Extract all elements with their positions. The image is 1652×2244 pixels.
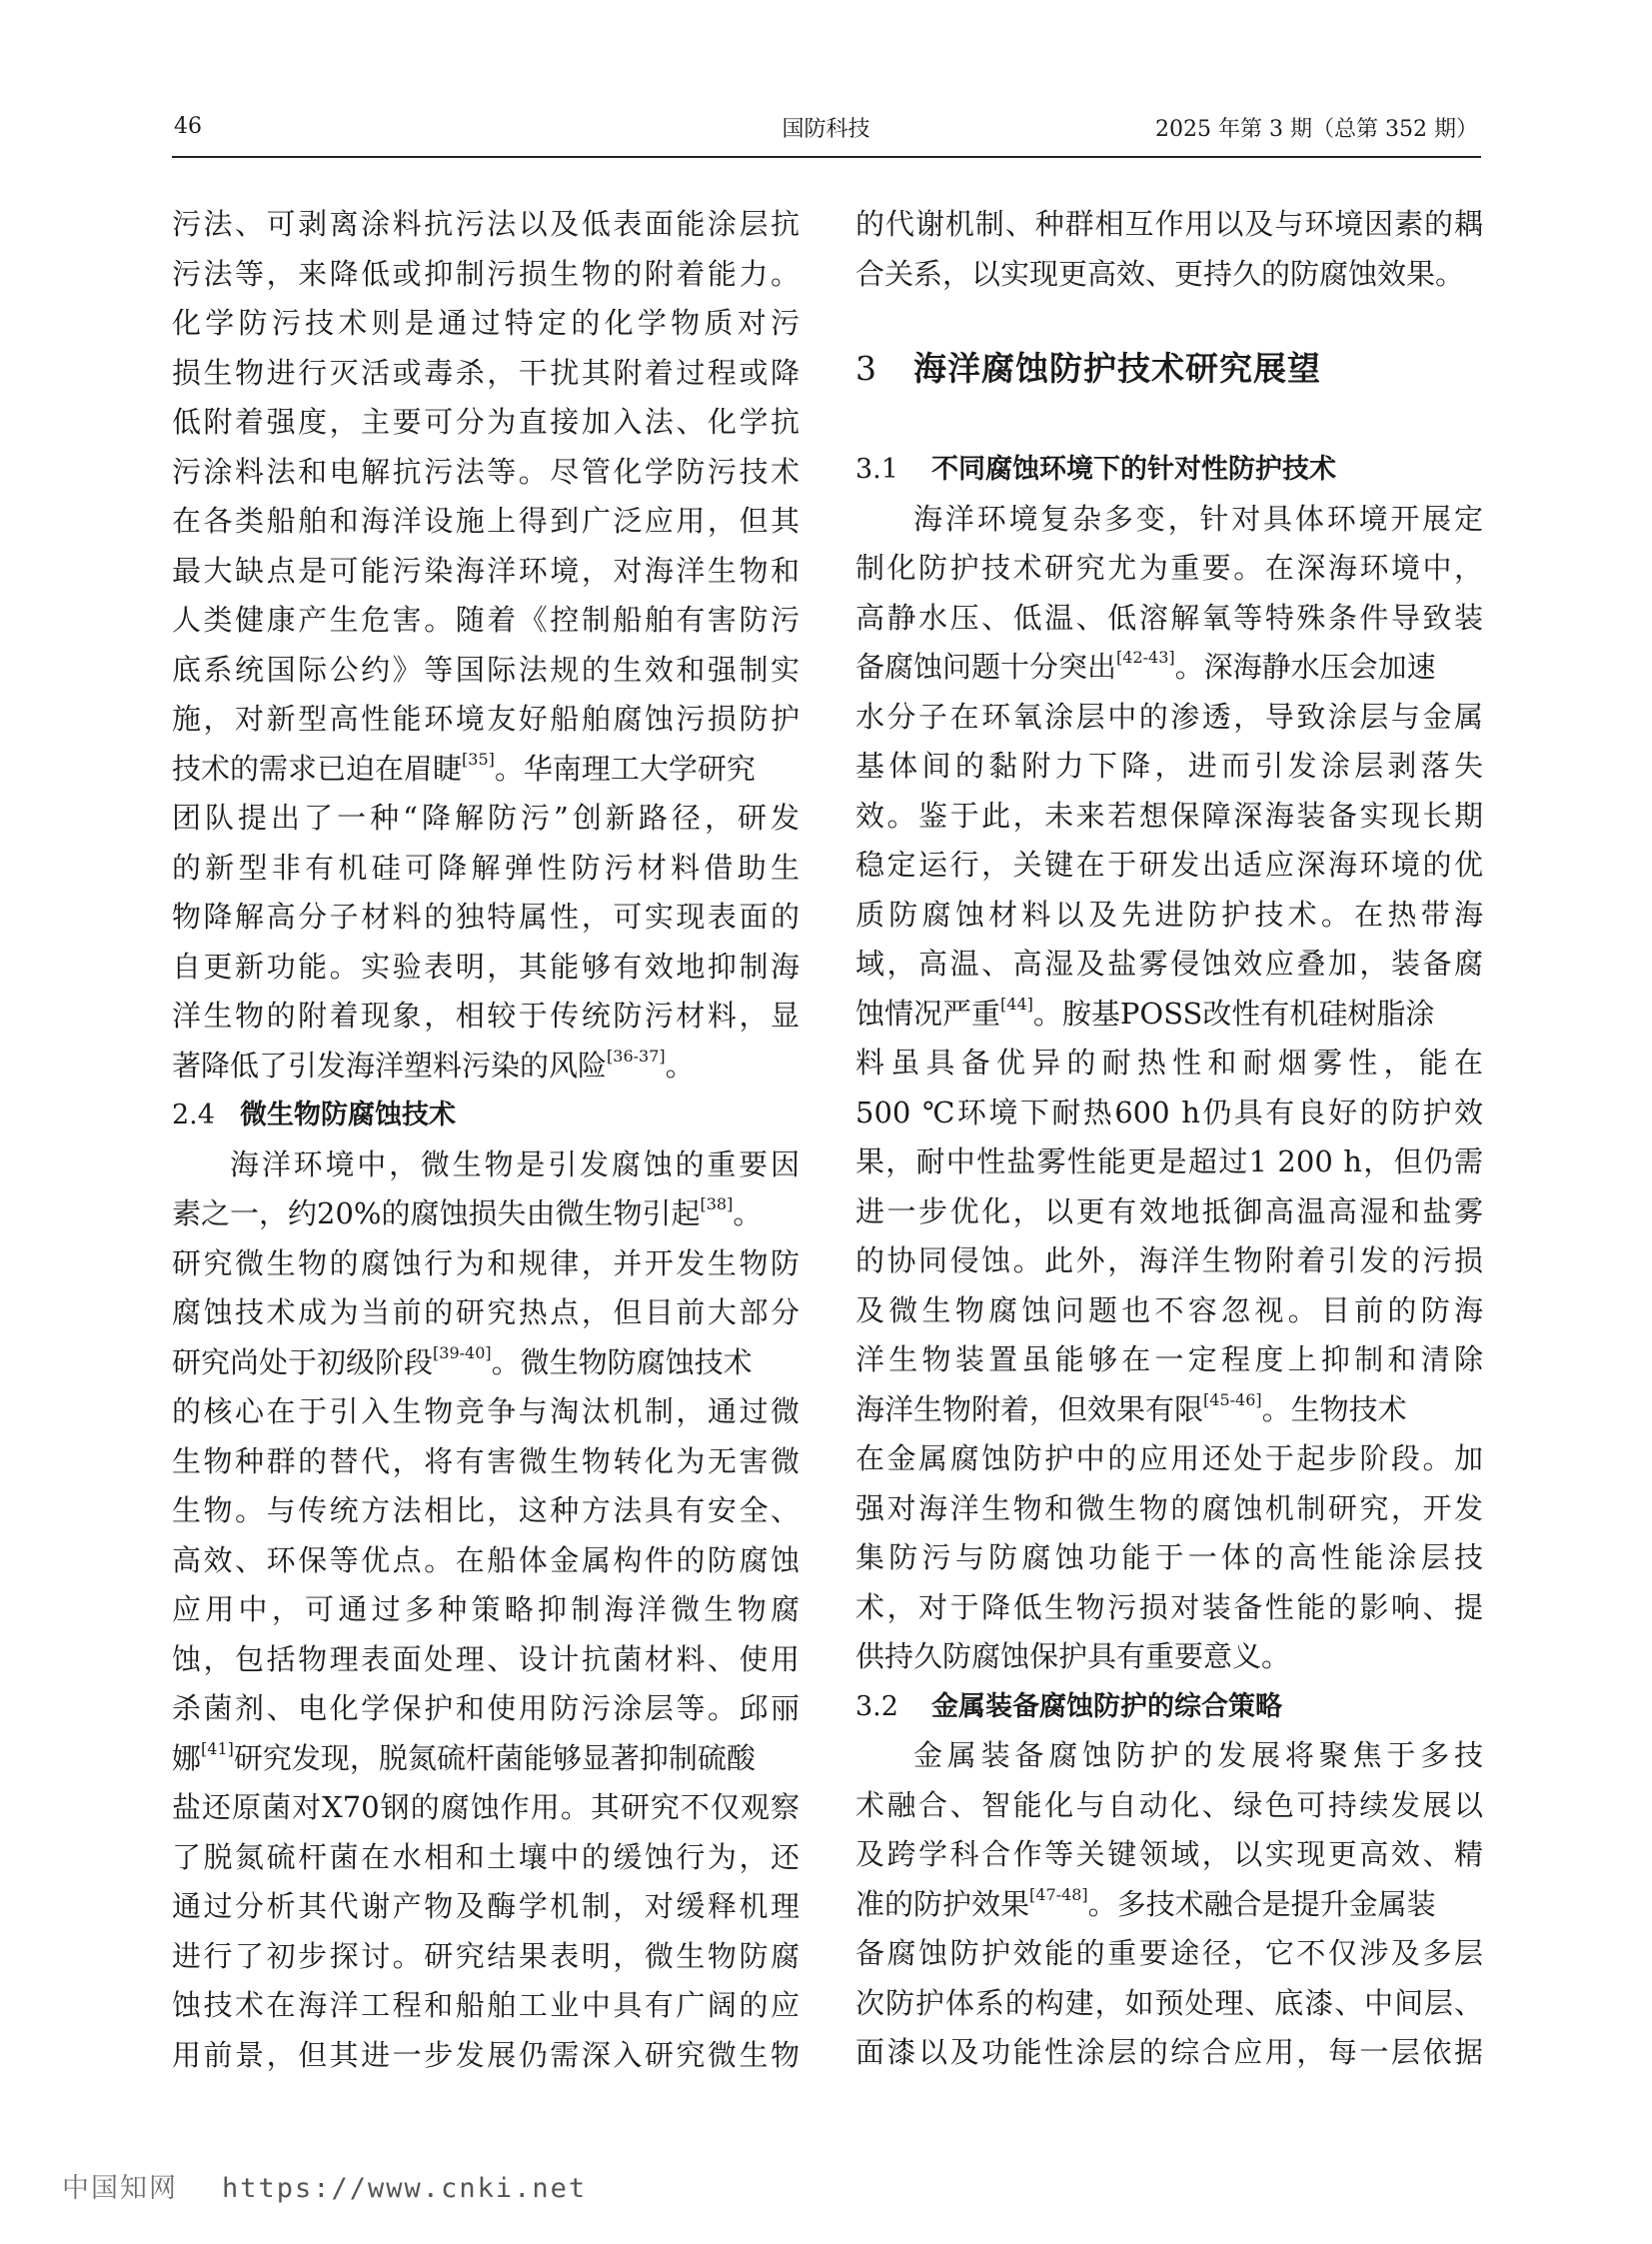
section-heading-3 (855, 313, 1483, 425)
body-line: 腐蚀技术成为当前的研究热点，但目前大部分 (172, 1295, 800, 1329)
body-line: 备腐蚀防护效能的重要途径，它不仅涉及多层 (855, 1936, 1483, 1970)
citation-ref: [38] (700, 1194, 734, 1213)
body-line: 最大缺点是可能污染海洋环境，对海洋生物和 (172, 553, 800, 588)
body-line: 基体间的黏附力下降，进而引发涂层剥落失 (855, 749, 1483, 783)
body-line: 通过分析其代谢产物及酶学机制，对缓释机理 (172, 1889, 800, 1923)
line-text: 素之一，约20%的腐蚀损失由微生物引起 (172, 1196, 701, 1230)
body-line: 果，耐中性盐雾性能更是超过1 200 h，但仍需 (855, 1144, 1483, 1178)
line-text: 。胺基POSS改性有机硅树脂涂 (1032, 996, 1435, 1031)
body-line: 的核心在于引入生物竞争与淘汰机制，通过微 (172, 1394, 800, 1428)
body-line: 洋生物装置虽能够在一定程度上抑制和清除 (855, 1342, 1483, 1376)
body-line: 自更新功能。实验表明，其能够有效地抑制海 (172, 949, 800, 984)
citation-ref: [35] (462, 749, 495, 769)
right-column (855, 200, 1483, 2078)
line-text: 。深海静水压会加速 (1174, 650, 1436, 684)
body-line (172, 745, 800, 795)
line-text: 蚀情况严重 (855, 996, 1001, 1031)
body-line: 的协同侵蚀。此外，海洋生物附着引发的污损 (855, 1243, 1483, 1277)
body-line: 域，高温、高湿及盐雾侵蚀效应叠加，装备腐 (855, 947, 1483, 981)
body-line: 研究微生物的腐蚀行为和规律，并开发生物防 (172, 1245, 800, 1280)
body-line: 合关系，以实现更高效、更持久的防腐蚀效果。 (855, 256, 1465, 291)
body-line: 效。鉴于此，未来若想保障深海装备实现长期 (855, 798, 1483, 833)
line-text: 。多技术融合是提升金属装 (1087, 1886, 1436, 1921)
section-number: 2.4 (172, 1100, 215, 1130)
body-line (855, 1880, 1483, 1930)
section-heading-2-4 (172, 1091, 800, 1140)
section-title: 微生物防腐蚀技术 (240, 1100, 456, 1130)
body-line: 供持久防腐蚀保护具有重要意义。 (855, 1639, 1291, 1673)
line-text: 著降低了引发海洋塑料污染的风险 (172, 1048, 608, 1083)
section-title: 金属装备腐蚀防护的综合策略 (931, 1690, 1282, 1722)
body-line: 高静水压、低温、低溶解氧等特殊条件导致装 (855, 600, 1483, 635)
body-line: 料虽具备优异的耐热性和耐烟雾性，能在 (855, 1046, 1483, 1080)
line-text: 。生物技术 (1261, 1391, 1407, 1426)
citation-ref: [41] (201, 1738, 234, 1758)
body-line: 质防腐蚀材料以及先进防护技术。在热带海 (855, 897, 1483, 932)
body-line: 制化防护技术研究尤为重要。在深海环境中， (855, 551, 1483, 585)
body-line: 化学防污技术则是通过特定的化学物质对污 (172, 306, 800, 340)
line-text: 娜 (172, 1740, 202, 1775)
line-text: 。 (733, 1196, 763, 1230)
citation-ref: [36-37] (607, 1046, 666, 1066)
line-text: 研究尚处于初级阶段 (172, 1344, 434, 1379)
page-number: 46 (174, 114, 202, 139)
body-line: 蚀技术在海洋工程和船舶工业中具有广阔的应 (172, 1988, 800, 2022)
body-line: 污涂料法和电解抗污法等。尽管化学防污技术 (172, 454, 800, 489)
body-line: 生物。与传统方法相比，这种方法具有安全、 (172, 1493, 800, 1527)
line-text: 。 (665, 1048, 695, 1083)
body-line: 的代谢机制、种群相互作用以及与环境因素的耦 (855, 207, 1483, 241)
body-line: 高效、环保等优点。在船体金属构件的防腐蚀 (172, 1542, 800, 1577)
line-text: 技术的需求已迫在眉睫 (172, 751, 463, 786)
journal-name: 国防科技 (782, 117, 870, 142)
body-line: 污法等，来降低或抑制污损生物的附着能力。 (172, 256, 800, 291)
body-line (172, 1042, 800, 1092)
body-line: 面漆以及功能性涂层的综合应用，每一层依据 (855, 2035, 1483, 2069)
body-line (855, 990, 1483, 1040)
body-line: 团队提出了一种“降解防污”创新路径，研发 (172, 801, 800, 835)
paragraph-start: 海洋环境中，微生物是引发腐蚀的重要因 (230, 1146, 800, 1181)
section-heading-3-1 (855, 445, 1483, 495)
line-text: 。微生物防腐蚀技术 (491, 1344, 753, 1379)
body-line: 了脱氮硫杆菌在水相和土壤中的缓蚀行为，还 (172, 1839, 800, 1874)
section-number: 3.2 (855, 1690, 898, 1722)
section-heading-3-2 (855, 1682, 1483, 1732)
body-line: 术，对于降低生物污损对装备性能的影响、提 (855, 1589, 1483, 1624)
body-line: 损生物进行灭活或毒杀，干扰其附着过程或降 (172, 355, 800, 390)
body-line: 及微生物腐蚀问题也不容忽视。目前的防海 (855, 1292, 1483, 1327)
body-line: 人类健康产生危害。随着《控制船舶有害防污 (172, 603, 800, 637)
body-line (855, 1385, 1483, 1435)
line-text: 准的防护效果 (855, 1886, 1030, 1921)
section-number: 3 (855, 349, 877, 388)
issue-info: 2025 年第 3 期（总第 352 期） (1155, 117, 1478, 142)
header-divider (172, 156, 1481, 158)
body-line: 污法、可剥离涂料抗污法以及低表面能涂层抗 (172, 207, 800, 241)
left-column (172, 200, 800, 2080)
body-line: 底系统国际公约》等国际法规的生效和强制实 (172, 652, 800, 687)
body-line: 蚀，包括物理表面处理、设计抗菌材料、使用 (172, 1641, 800, 1676)
body-line: 的新型非有机硅可降解弹性防污材料借助生 (172, 850, 800, 885)
body-line: 进一步优化，以更有效地抵御高温高湿和盐雾 (855, 1193, 1483, 1228)
body-line: 盐还原菌对X70钢的腐蚀作用。其研究不仅观察 (172, 1790, 800, 1824)
paragraph-start: 海洋环境复杂多变，针对具体环境开展定 (913, 501, 1483, 536)
body-line: 应用中，可通过多种策略抑制海洋微生物腐 (172, 1592, 800, 1626)
body-line: 用前景，但其进一步发展仍需深入研究微生物 (172, 2037, 800, 2072)
body-line: 次防护体系的构建，如预处理、底漆、中间层、 (855, 1985, 1483, 2020)
section-number: 3.1 (855, 454, 898, 485)
body-line: 施，对新型高性能环境友好船舶腐蚀污损防护 (172, 702, 800, 736)
body-line: 物降解高分子材料的独特属性，可实现表面的 (172, 900, 800, 934)
body-line (172, 1734, 800, 1784)
body-line: 500 ℃环境下耐热600 h仍具有良好的防护效 (855, 1095, 1483, 1129)
body-line: 杀菌剂、电化学保护和使用防污涂层等。邱丽 (172, 1691, 800, 1725)
line-text: 海洋生物附着，但效果有限 (855, 1391, 1204, 1426)
body-line: 在金属腐蚀防护中的应用还处于起步阶段。加 (855, 1441, 1483, 1475)
section-title: 不同腐蚀环境下的针对性防护技术 (931, 454, 1336, 485)
citation-ref: [45-46] (1203, 1389, 1262, 1409)
body-line: 进行了初步探讨。研究结果表明，微生物防腐 (172, 1938, 800, 1973)
cnki-url[interactable]: https://www.cnki.net (222, 2173, 588, 2204)
citation-ref: [44] (1000, 994, 1033, 1014)
footer-watermark (62, 2166, 587, 2205)
body-line: 强对海洋生物和微生物的腐蚀机制研究，开发 (855, 1490, 1483, 1525)
body-line: 水分子在环氧涂层中的渗透，导致涂层与金属 (855, 699, 1483, 734)
body-line (855, 643, 1483, 693)
body-line: 低附着强度，主要可分为直接加入法、化学抗 (172, 405, 800, 439)
paragraph-start: 金属装备腐蚀防护的发展将聚焦于多技 (913, 1738, 1483, 1772)
body-line: 洋生物的附着现象，相较于传统防污材料，显 (172, 999, 800, 1033)
body-line: 在各类船舶和海洋设施上得到广泛应用，但其 (172, 504, 800, 538)
citation-ref: [42-43] (1116, 648, 1175, 667)
citation-ref: [39-40] (433, 1342, 492, 1362)
body-line: 生物种群的替代，将有害微生物转化为无害微 (172, 1443, 800, 1478)
body-line: 术融合、智能化与自动化、绿色可持续发展以 (855, 1787, 1483, 1822)
body-line: 及跨学科合作等关键领域，以实现更高效、精 (855, 1837, 1483, 1871)
section-title: 海洋腐蚀防护技术研究展望 (913, 349, 1321, 388)
body-line: 集防污与防腐蚀功能于一体的高性能涂层技 (855, 1540, 1483, 1574)
body-line: 稳定运行，关键在于研发出适应深海环境的优 (855, 848, 1483, 882)
body-line (172, 1338, 800, 1388)
cnki-brand: 中国知网 (62, 2173, 178, 2204)
line-text: 备腐蚀问题十分突出 (855, 650, 1117, 684)
citation-ref: [47-48] (1029, 1884, 1088, 1904)
body-line (172, 1189, 800, 1239)
line-text: 研究发现，脱氮硫杆菌能够显著抑制硫酸 (233, 1740, 756, 1775)
line-text: 。华南理工大学研究 (494, 751, 756, 786)
